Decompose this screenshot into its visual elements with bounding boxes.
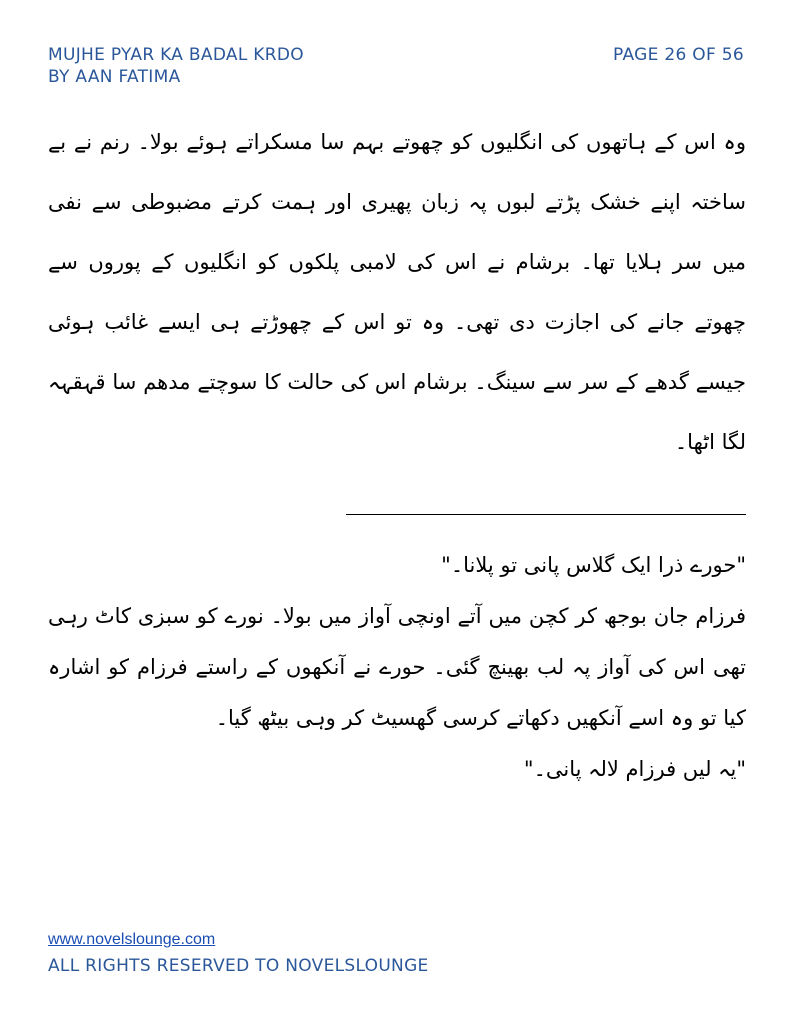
paragraph-text-2: فرزام جان بوجھ کر کچن میں آتے اونچی آواز میں بولا۔ نورے کو سبزی کاٹ رہی تھی اس کی آواز پہ لب بھینچ گئی۔ حورے نے آنکھوں کے راستے فرزام کو اشارہ کیا تو وہ اسے آنکھیں دکھاتے کرسی گھسیٹ کر وہی بیٹھ گیا۔	[48, 604, 746, 730]
story-paragraph-1	[48, 112, 746, 472]
website-link[interactable]: www.novelslounge.com	[48, 931, 216, 948]
dialogue-line-2: "یہ لیں فرزام لالہ پانی۔"	[523, 757, 746, 781]
section-divider	[346, 514, 746, 515]
dialogue-line-1: "حورے ذرا ایک گلاس پانی تو پلانا۔"	[441, 553, 746, 577]
novel-author: BY AAN FATIMA	[48, 67, 181, 87]
page-header-left	[48, 44, 304, 88]
copyright-notice: ALL RIGHTS RESERVED TO NOVELSLOUNGE	[48, 956, 429, 976]
novel-title: MUJHE PYAR KA BADAL KRDO	[48, 45, 304, 65]
story-paragraph-2	[48, 540, 746, 795]
paragraph-text: وہ اس کے ہاتھوں کی انگلیوں کو چھوتے بہم سا مسکراتے ہوئے بولا۔ رنم نے بے ساختہ اپنے خشک پڑتے لبوں پہ زبان پھیری اور ہمت کرتے مضبوطی سے نفی میں سر ہلایا تھا۔ برشام نے اس کی لامبی پلکوں کو انگلیوں کے پوروں سے چھوتے جانے کی اجازت دی تھی۔ وہ تو اس کے چھوڑتے ہی ایسے غائب ہوئی جیسے گدھے کے سر سے سینگ۔ برشام اس کی حالت کا سوچتے مدھم سا قہقہہ لگا اٹھا۔	[48, 130, 746, 454]
page-number: PAGE 26 OF 56	[613, 45, 744, 65]
